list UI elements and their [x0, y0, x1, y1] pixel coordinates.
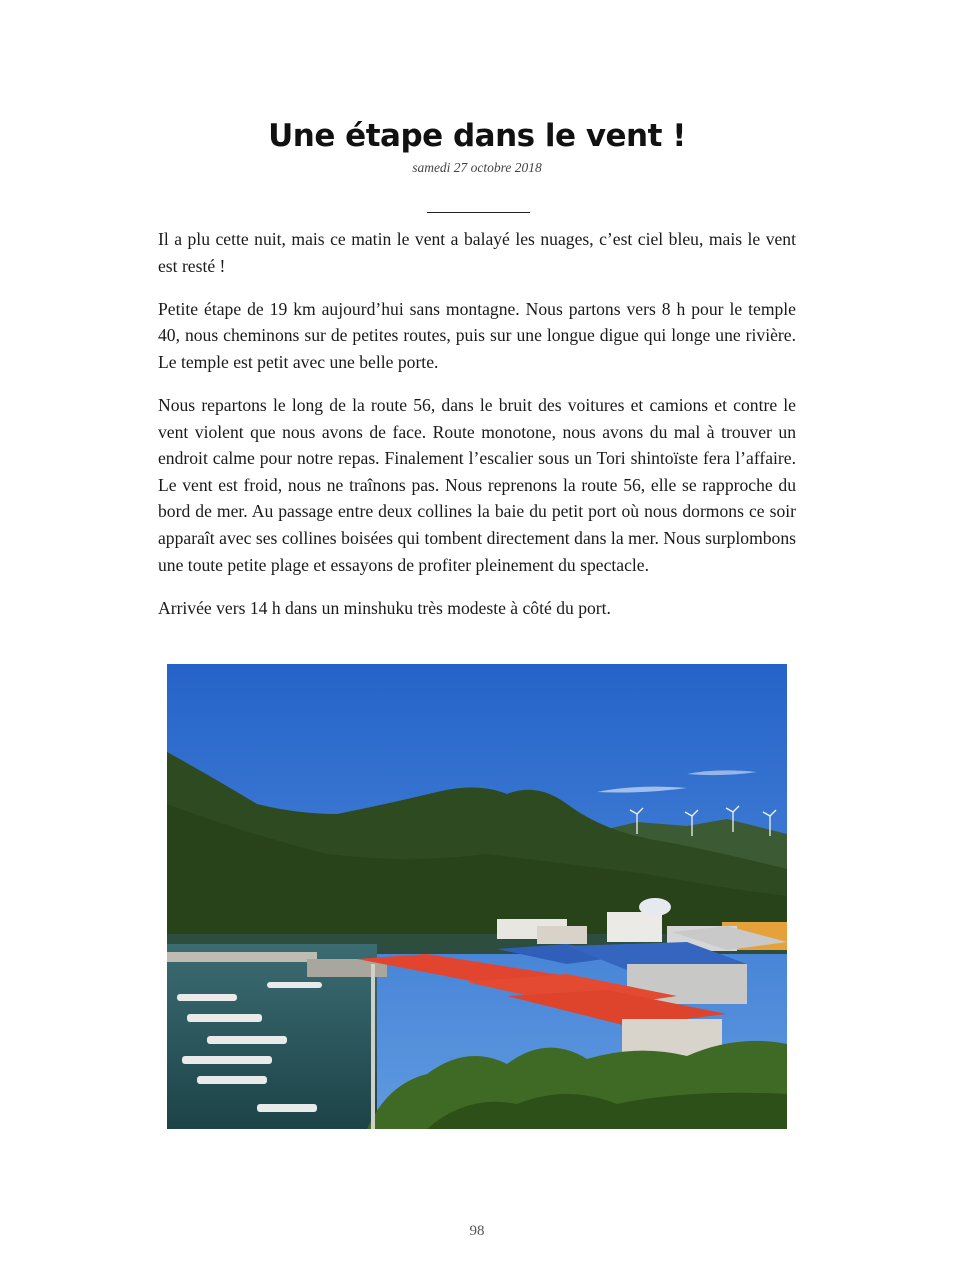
- paragraph: Arrivée vers 14 h dans un minshuku très modeste à côté du port.: [158, 597, 611, 618]
- article-body: [158, 226, 796, 638]
- paragraph: Il a plu cette nuit, mais ce matin le vent a balayé les nuages, c’est ciel bleu, mais le vent est resté !: [158, 229, 796, 276]
- paragraph: Nous repartons le long de la route 56, dans le bruit des voitures et camions et contre le vent violent que nous avons de face. Route monotone, nous avons du mal à trouver un endroit calme pour notre repas. Finalement l’escalier sous un Tori shintoïste fera l’affaire. Le vent est froid, nous ne traînons pas. Nous reprenons la route 56, elle se rapproche du bord de mer. Au passage entre deux collines la baie du petit port où nous dormons ce soir apparaît avec ses collines boisées qui tombent directement dans la mer. Nous surplombons une toute petite plage et essayons de profiter pleinement du spectacle.: [158, 394, 796, 575]
- utility-pole: [371, 964, 375, 1129]
- building: [537, 926, 587, 944]
- domed-building: [639, 898, 671, 916]
- paragraph: Petite étape de 19 km aujourd’hui sans montagne. Nous partons vers 8 h pour le temple 40, nous cheminons sur de petites routes, puis sur une longue digue qui longe une rivière. Le temple est petit avec une belle porte.: [158, 298, 796, 372]
- building: [607, 912, 662, 942]
- page-title: Une étape dans le vent !: [268, 118, 686, 154]
- harbor-photo: [167, 664, 787, 1129]
- title-divider: [427, 212, 530, 213]
- quay: [167, 952, 317, 962]
- page-number: 98: [469, 1223, 485, 1239]
- post-date: samedi 27 octobre 2018: [412, 160, 542, 175]
